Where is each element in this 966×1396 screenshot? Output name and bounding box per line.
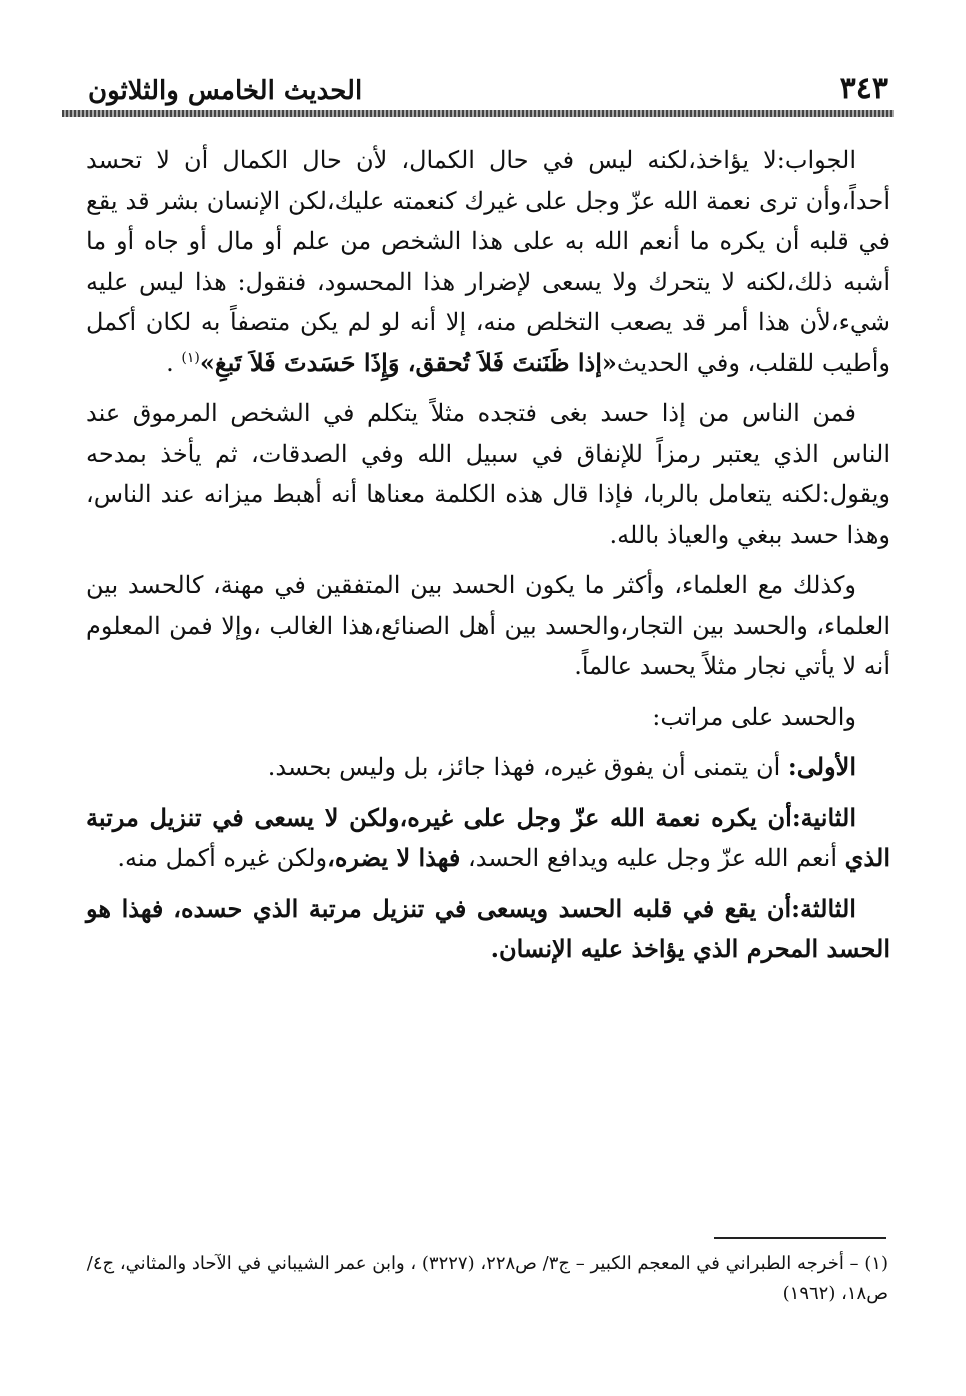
hadith-quote: «إذا ظَنَنتَ فَلاَ تُحقق، وَإِذَا حَسَدتَ فَلاَ تَبغِ» <box>199 347 617 377</box>
rank-first-text: أن يتمنى أن يفوق غيره، فهذا جائز، بل وليس بحسد. <box>267 753 788 781</box>
rank-third-text-bold: أن يقع في قلبه الحسد ويسعى في تنزيل مرتبة الذي حسده، <box>173 893 792 923</box>
rank-second-text-bold2: فهذا لا يضره، <box>327 843 461 872</box>
page-number: ٣٤٣ <box>839 71 888 106</box>
footnote: (١) – أخرجه الطبراني في المعجم الكبير – ج٣/ ص٢٢٨، (٣٢٢٧) ، وابن عمر الشيباني في الآحاد والمثاني، ج٤/ ص١٨، (١٩٦٢) <box>86 1253 888 1304</box>
footnote-divider <box>714 1237 886 1239</box>
rank-third-text-bold2: فهذا هو الحسد المحرم الذي يؤاخذ عليه الإنسان. <box>86 893 890 963</box>
rank-first-label: الأولى: <box>787 752 856 781</box>
paragraph-answer <box>86 140 890 383</box>
rank-second-text: أنعم الله عزّ وجل عليه ويدافع الحسد، <box>460 844 845 872</box>
rank-second-text-bold: أن يكره نعمة الله عزّ وجل على غيره،ولكن لا يسعى في تنزيل مرتبة الذي <box>86 802 890 872</box>
rank-second-label: الثانية: <box>791 802 856 832</box>
header-divider <box>62 110 894 117</box>
answer-end: . <box>166 348 182 377</box>
running-title: الحديث الخامس والثلاثون <box>88 76 363 106</box>
page-header <box>88 62 888 106</box>
rank-third <box>86 889 890 970</box>
answer-text: الجواب:لا يؤاخذ،لكنه ليس في حال الكمال، لأن حال الكمال أن لا تحسد أحداً،وأن ترى نعمة الله عزّ وجل على غيرك كنعمته عليك،لكن الإنسان بشر قد يقع في قلبه أن يكره ما أنعم الله به على هذا الشخص من علم أو مال أو جاه أو ما أشبه ذلك،لكنه لا يتحرك ولا يسعى لإضرار هذا المحسود، فنقول: هذا ليس عليه شيء،لأن هذا أمر قد يصعب التخلص منه، إلا أنه لو لم يكن متصفاً به لكان أكمل وأطيب للقلب، وفي الحديث <box>86 146 890 377</box>
footnote-ref[interactable]: (١) <box>181 349 200 366</box>
paragraph-levels-intro: والحسد على مراتب: <box>652 702 856 731</box>
paragraph-scholars: وكذلك مع العلماء، وأكثر ما يكون الحسد بين المتفقين في مهنة، كالحسد بين العلماء، والحسد بين التجار،والحسد بين أهل الصنائع،هذا الغالب ،وإلا فمن المعلوم أنه لا يأتي نجار مثلاً يحسد عالماً. <box>86 571 890 680</box>
main-text <box>86 140 890 980</box>
rank-second <box>86 798 890 879</box>
rank-first <box>86 747 890 788</box>
rank-third-space <box>163 895 173 923</box>
rank-third-label: الثالثة: <box>791 893 856 923</box>
paragraph-envy-transgression: فمن الناس من إذا حسد بغى فتجده مثلاً يتكلم في الشخص المرموق عند الناس الذي يعتبر رمزاً للإنفاق في سبيل الله وفي الصدقات، ثم يأخذ بمدحه ويقول:لكنه يتعامل بالربا، فإذا قال هذه الكلمة معناها أنه أهبط ميزانه عند الناس، وهذا حسد ببغي والعياذ بالله. <box>86 399 890 549</box>
rank-second-text-end: ولكن غيره أكمل منه. <box>117 844 328 872</box>
